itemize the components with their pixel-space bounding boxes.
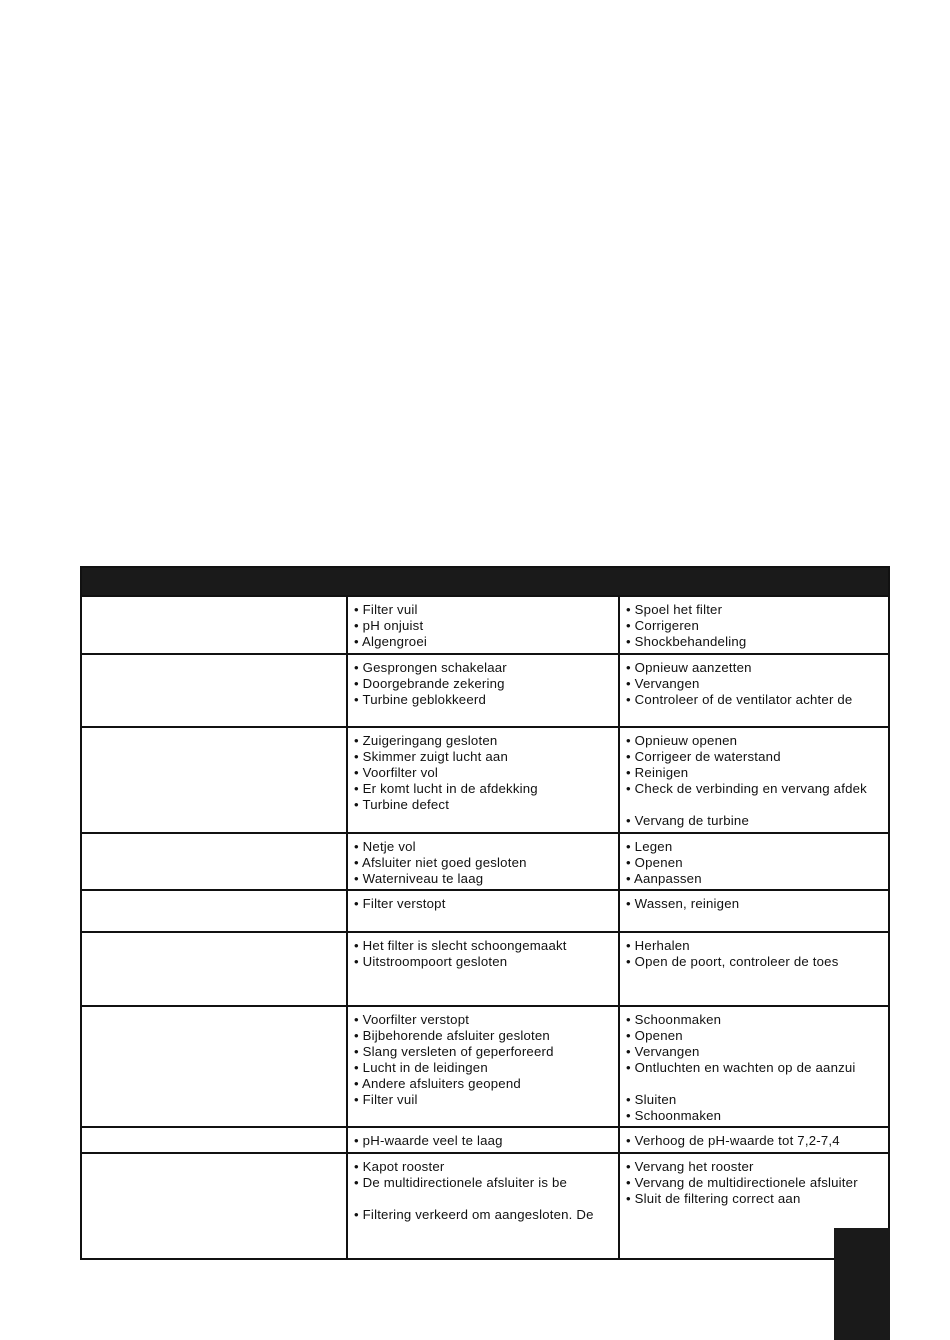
solutions-cell — [620, 933, 888, 1005]
solution-item: • Ontluchten en wachten op de aanzui — [626, 1060, 856, 1075]
cause-item: • Afsluiter niet goed gesloten — [354, 855, 527, 870]
solution-item: • Verhoog de pH-waarde tot 7,2-7,4 — [626, 1133, 840, 1148]
causes-cell — [348, 891, 620, 931]
solutions-cell — [620, 597, 888, 653]
cause-item: • Gesprongen schakelaar — [354, 660, 507, 675]
solution-item: • Sluiten — [626, 1092, 677, 1107]
solution-item: • Corrigeer de waterstand — [626, 749, 781, 764]
cause-item: • pH-waarde veel te laag — [354, 1133, 503, 1148]
solution-item: • Schoonmaken — [626, 1108, 722, 1123]
problem-cell — [82, 1128, 348, 1152]
solution-item: • Corrigeren — [626, 618, 699, 633]
solution-item: • Opnieuw aanzetten — [626, 660, 752, 675]
solution-item: • Legen — [626, 839, 673, 854]
cause-item: • Er komt lucht in de afdekking — [354, 781, 538, 796]
cause-item: • Uitstroompoort gesloten — [354, 954, 508, 969]
cause-item — [354, 1191, 618, 1207]
solution-item: • Wassen, reinigen — [626, 896, 740, 911]
cause-item: • Waterniveau te laag — [354, 871, 484, 886]
solution-item: • Schoonmaken — [626, 1012, 722, 1027]
solution-item: • Vervangen — [626, 1044, 700, 1059]
solution-item: • Openen — [626, 1028, 683, 1043]
cause-item: • Andere afsluiters geopend — [354, 1076, 521, 1091]
causes-cell — [348, 834, 620, 889]
solution-item — [626, 1076, 888, 1092]
causes-cell — [348, 597, 620, 653]
solution-item: • Vervang het rooster — [626, 1159, 754, 1174]
table-row — [82, 1005, 888, 1126]
table-row — [82, 653, 888, 726]
problem-cell — [82, 728, 348, 832]
solution-item: • Openen — [626, 855, 683, 870]
cause-item: • Algengroei — [354, 634, 428, 649]
cause-item: • Doorgebrande zekering — [354, 676, 505, 691]
problem-cell — [82, 1007, 348, 1126]
page-edge-tab — [834, 1228, 890, 1340]
table-row — [82, 726, 888, 832]
table-row — [82, 931, 888, 1005]
problem-cell — [82, 1154, 348, 1258]
table-row — [82, 1126, 888, 1152]
problem-cell — [82, 933, 348, 1005]
cause-item: • De multidirectionele afsluiter is be — [354, 1175, 568, 1190]
solution-item: • Open de poort, controleer de toes — [626, 954, 839, 969]
cause-item: • Turbine defect — [354, 797, 450, 812]
solution-item: • Spoel het filter — [626, 602, 723, 617]
solution-item: • Vervang de turbine — [626, 813, 749, 828]
cause-item: • pH onjuist — [354, 618, 424, 633]
table-header — [82, 568, 888, 595]
cause-item: • Netje vol — [354, 839, 416, 854]
solutions-cell — [620, 655, 888, 726]
causes-cell — [348, 1154, 620, 1258]
causes-cell — [348, 1128, 620, 1152]
cause-item: • Filter vuil — [354, 602, 418, 617]
causes-cell — [348, 655, 620, 726]
causes-cell — [348, 933, 620, 1005]
table-row — [82, 889, 888, 931]
solution-item: • Sluit de filtering correct aan — [626, 1191, 801, 1206]
cause-item: • Kapot rooster — [354, 1159, 445, 1174]
solutions-cell — [620, 728, 888, 832]
solution-item: • Opnieuw openen — [626, 733, 738, 748]
table-row — [82, 832, 888, 889]
cause-item: • Het filter is slecht schoongemaakt — [354, 938, 567, 953]
cause-item: • Skimmer zuigt lucht aan — [354, 749, 509, 764]
table-row — [82, 595, 888, 653]
cause-item: • Filter verstopt — [354, 896, 446, 911]
cause-item: • Lucht in de leidingen — [354, 1060, 488, 1075]
solution-item: • Aanpassen — [626, 871, 702, 886]
solutions-cell — [620, 1128, 888, 1152]
cause-item: • Voorfilter verstopt — [354, 1012, 470, 1027]
cause-item: • Filter vuil — [354, 1092, 418, 1107]
solutions-cell — [620, 1007, 888, 1126]
cause-item: • Slang versleten of geperforeerd — [354, 1044, 554, 1059]
problem-cell — [82, 891, 348, 931]
cause-item: • Bijbehorende afsluiter gesloten — [354, 1028, 550, 1043]
solution-item: • Reinigen — [626, 765, 689, 780]
solution-item: • Check de verbinding en vervang afdek — [626, 781, 867, 796]
cause-item: • Voorfilter vol — [354, 765, 439, 780]
causes-cell — [348, 1007, 620, 1126]
solutions-cell — [620, 834, 888, 889]
problem-cell — [82, 655, 348, 726]
solution-item: • Vervang de multidirectionele afsluiter — [626, 1175, 858, 1190]
table-row — [82, 1152, 888, 1258]
solution-item: • Controleer of de ventilator achter de — [626, 692, 853, 707]
solution-item: • Herhalen — [626, 938, 690, 953]
problem-cell — [82, 834, 348, 889]
solution-item: • Shockbehandeling — [626, 634, 747, 649]
causes-cell — [348, 728, 620, 832]
cause-item: • Zuigeringang gesloten — [354, 733, 498, 748]
cause-item: • Turbine geblokkeerd — [354, 692, 486, 707]
solution-item — [626, 797, 888, 813]
troubleshooting-table — [80, 566, 890, 1260]
solutions-cell — [620, 891, 888, 931]
solution-item: • Vervangen — [626, 676, 700, 691]
cause-item: • Filtering verkeerd om aangesloten. De — [354, 1207, 594, 1222]
problem-cell — [82, 597, 348, 653]
